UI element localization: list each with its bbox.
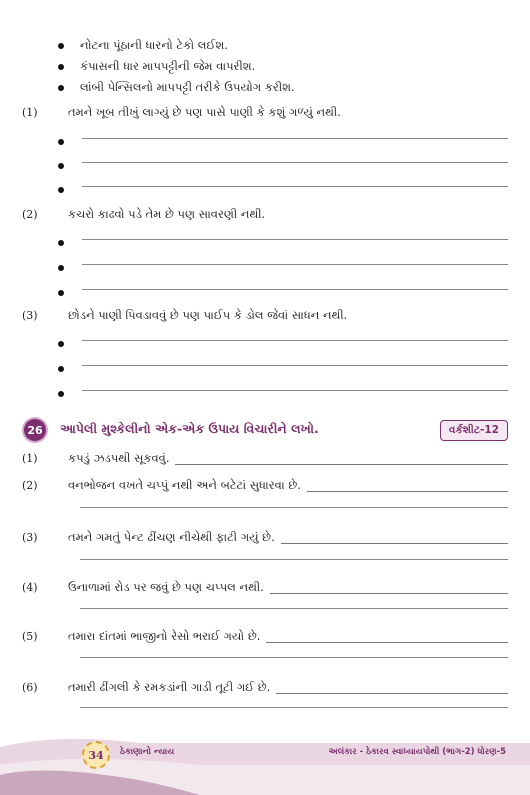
intro-bullet (58, 80, 295, 95)
intro-bullet (58, 38, 228, 53)
answer-line[interactable] (58, 236, 508, 250)
answer-line[interactable] (58, 159, 508, 173)
answer-line[interactable] (80, 507, 508, 508)
footer-right-text: અલંકાર - ઠેકારવ સ્વાધ્યાયપોથી (ભાગ-2) ધોરણ-5 (328, 747, 506, 757)
question-row (22, 308, 508, 323)
answer-line[interactable] (80, 657, 508, 658)
answer-line[interactable] (58, 183, 508, 197)
question-row (22, 530, 508, 545)
answer-line[interactable] (276, 681, 508, 694)
intro-bullet-text: નોટના પૂંઠાની ધારનો ટેકો લઈશ. (80, 38, 228, 52)
bullet-dot-icon (58, 139, 64, 145)
intro-bullet-text: કંપાસની ધાર માપપટ્ટીની જેમ વાપરીશ. (80, 59, 256, 73)
question-number: (1) (22, 452, 38, 465)
bullet-dot-icon (58, 187, 64, 193)
worksheet-tag: વર્કશીટ-12 (440, 420, 508, 441)
answer-line[interactable] (307, 479, 508, 492)
question-row (22, 629, 508, 644)
answer-line[interactable] (266, 630, 508, 643)
answer-line[interactable] (58, 362, 508, 376)
answer-line[interactable] (80, 707, 508, 708)
page-number: 34 (82, 741, 110, 769)
question-number: (6) (22, 681, 38, 694)
question-text: છોડને પાણી પિવડાવવું છે પણ પાઈપ કે ડોલ જેવાં સાધન નથી. (68, 308, 348, 322)
question-text: ઉનાળામાં રોડ પર જવું છે પણ ચપ્પલ નથી. (68, 580, 264, 594)
question-number: (2) (22, 208, 38, 221)
footer-left-text: ઠેકાણાનો ન્યાય (120, 747, 175, 757)
bullet-dot-icon (58, 43, 64, 49)
bullet-dot-icon (58, 85, 64, 91)
answer-line[interactable] (175, 452, 508, 465)
bullet-dot-icon (58, 341, 64, 347)
question-text: તમારા દાંતમાં ભાજીનો રેસો ભરાઈ ગયો છે. (68, 629, 261, 643)
question-number: (1) (22, 106, 38, 119)
question-number: (3) (22, 309, 38, 322)
answer-line[interactable] (58, 387, 508, 401)
intro-bullet (58, 59, 255, 74)
question-text: કપડું ઝડપથી સૂકવવું. (68, 451, 170, 465)
question-number: (2) (22, 479, 38, 492)
question-text: કચરો કાઢવો પડે તેમ છે પણ સાવરણી નથી. (68, 207, 266, 221)
question-row (22, 451, 508, 466)
intro-bullet-text: લાંબી પેન્સિલનો માપપટ્ટી તરીકે ઉપયોગ કરીશ. (80, 80, 295, 94)
answer-line[interactable] (58, 337, 508, 351)
answer-line[interactable] (270, 581, 508, 594)
question-text: તમને ખૂબ તીખું લાગ્યું છે પણ પાસે પાણી કે કશું ગળ્યું નથી. (68, 105, 341, 119)
question-text: તમારી ઢીંગલી કે રમકડાંની ગાડી તૂટી ગઈ છે. (68, 680, 271, 694)
answer-line[interactable] (58, 286, 508, 300)
question-number: (4) (22, 581, 38, 594)
answer-line[interactable] (281, 531, 508, 544)
section-title: આપેલી મુશ્કેલીનો એક-એક ઉપાય વિચારીને લખો. (60, 421, 319, 436)
bullet-dot-icon (58, 265, 64, 271)
question-row (22, 478, 508, 493)
answer-line[interactable] (80, 559, 508, 560)
bullet-dot-icon (58, 391, 64, 397)
footer-band (0, 725, 530, 795)
question-row (22, 105, 508, 120)
question-number: (3) (22, 531, 38, 544)
bullet-dot-icon (58, 240, 64, 246)
question-text: વનભોજન વખતે ચપ્પું નથી અને બટેટાં સુધારવા છે. (68, 478, 301, 492)
bullet-dot-icon (58, 64, 64, 70)
bullet-dot-icon (58, 366, 64, 372)
question-number: (5) (22, 630, 38, 643)
bullet-dot-icon (58, 163, 64, 169)
answer-line[interactable] (58, 135, 508, 149)
question-row (22, 680, 508, 695)
question-row (22, 207, 508, 222)
question-row (22, 580, 508, 595)
answer-line[interactable] (58, 261, 508, 275)
bullet-dot-icon (58, 290, 64, 296)
question-text: તમને ગમતું પેન્ટ ઢીંચણ નીચેથી ફાટી ગયું છે. (68, 530, 275, 544)
answer-line[interactable] (80, 608, 508, 609)
section-number-badge: 26 (24, 419, 46, 441)
